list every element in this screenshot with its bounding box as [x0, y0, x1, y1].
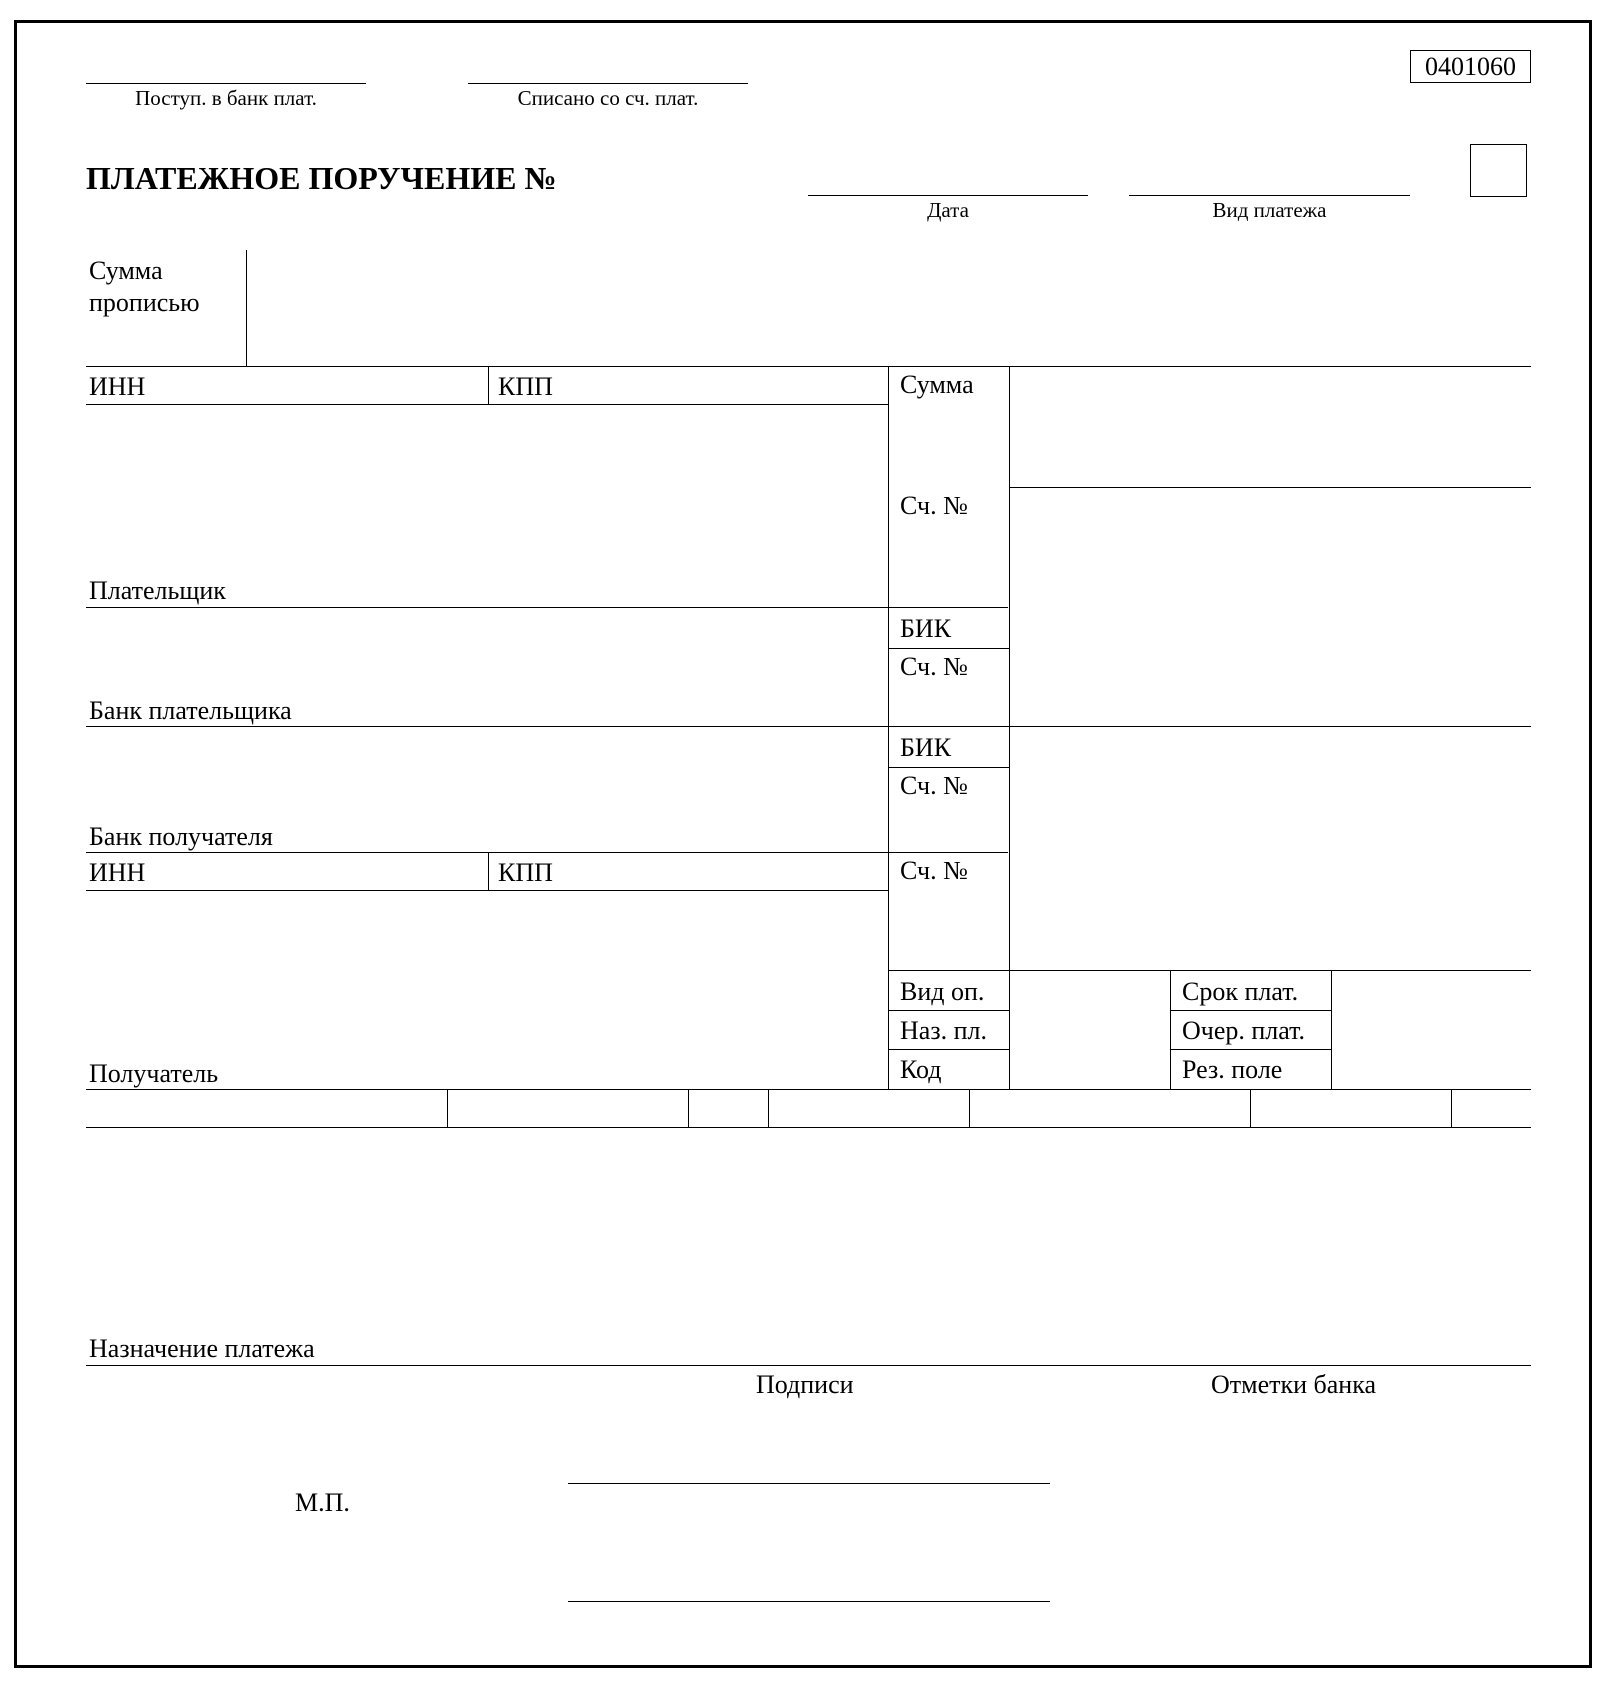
received-label: Поступ. в банк плат. [135, 86, 317, 110]
hline-767 [888, 767, 1009, 768]
payer-label: Плательщик [89, 576, 226, 605]
vline-inn-kpp-recipient [488, 852, 489, 890]
vline-1170 [1170, 970, 1171, 1089]
recipient-bank-account-label: Сч. № [900, 771, 968, 800]
date-line [808, 195, 1088, 196]
signatures-label: Подписи [756, 1370, 854, 1399]
kod-label: Код [900, 1055, 942, 1084]
vline-1009 [1009, 366, 1010, 1089]
strip-div-3 [768, 1089, 769, 1127]
form-title: ПЛАТЕЖНОЕ ПОРУЧЕНИЕ № [86, 160, 557, 196]
rez-pole-label: Рез. поле [1182, 1055, 1283, 1084]
hline-1049b [1170, 1049, 1331, 1050]
hline-607 [86, 607, 1008, 608]
strip-div-5 [1250, 1089, 1251, 1127]
payment-type-label: Вид платежа [1212, 198, 1327, 222]
hline-1365 [86, 1365, 1531, 1366]
hline-1010 [888, 1010, 1009, 1011]
debited-label: Списано со сч. плат. [517, 86, 699, 110]
bank-marks-label: Отметки банка [1211, 1370, 1377, 1399]
vline-888 [888, 366, 889, 1089]
purpose-label: Назначение платежа [89, 1334, 315, 1363]
recipient-inn-label: ИНН [89, 858, 146, 887]
hline-726 [86, 726, 1531, 727]
hline-487 [1009, 487, 1531, 488]
hline-970 [888, 970, 1531, 971]
strip-div-2 [688, 1089, 689, 1127]
srok-plat-label: Срок плат. [1182, 977, 1299, 1006]
payer-inn-label: ИНН [89, 372, 146, 401]
strip-div-4 [969, 1089, 970, 1127]
strip-div-6 [1451, 1089, 1452, 1127]
hline-404 [86, 404, 888, 405]
recipient-account-label: Сч. № [900, 856, 968, 885]
recipient-label: Получатель [89, 1059, 219, 1088]
amount-words-divider [246, 250, 247, 366]
hline-648 [888, 648, 1009, 649]
debited-line [468, 83, 748, 84]
payer-bank-account-label: Сч. № [900, 652, 968, 681]
naz-pl-label: Наз. пл. [900, 1016, 987, 1045]
hline-890 [86, 890, 888, 891]
strip-div-1 [447, 1089, 448, 1127]
hline-1127 [86, 1127, 1531, 1128]
recipient-kpp-label: КПП [498, 858, 553, 887]
form-code: 0401060 [1410, 50, 1531, 83]
received-line [86, 83, 366, 84]
vline-1331 [1331, 970, 1332, 1089]
ocher-plat-label: Очер. плат. [1182, 1016, 1306, 1045]
amount-words-label: Сумма прописью [89, 256, 200, 317]
payment-type-line [1129, 195, 1410, 196]
recipient-bik-label: БИК [900, 733, 952, 762]
hline-1010b [1170, 1010, 1331, 1011]
hline-852 [86, 852, 1008, 853]
status-box [1470, 144, 1527, 197]
hline-366 [86, 366, 1531, 367]
signature-line-2 [568, 1601, 1050, 1602]
payer-kpp-label: КПП [498, 372, 553, 401]
stamp-label: М.П. [295, 1488, 350, 1517]
hline-1089 [86, 1089, 1531, 1090]
signature-line-1 [568, 1483, 1050, 1484]
hline-1049 [888, 1049, 1009, 1050]
vid-op-label: Вид оп. [900, 977, 985, 1006]
recipient-bank-label: Банк получателя [89, 822, 273, 851]
payer-bik-label: БИК [900, 614, 952, 643]
payer-bank-label: Банк плательщика [89, 696, 292, 725]
payer-account-label: Сч. № [900, 491, 968, 520]
sum-label: Сумма [900, 370, 974, 399]
date-label: Дата [927, 198, 969, 222]
vline-inn-kpp-payer [488, 366, 489, 404]
